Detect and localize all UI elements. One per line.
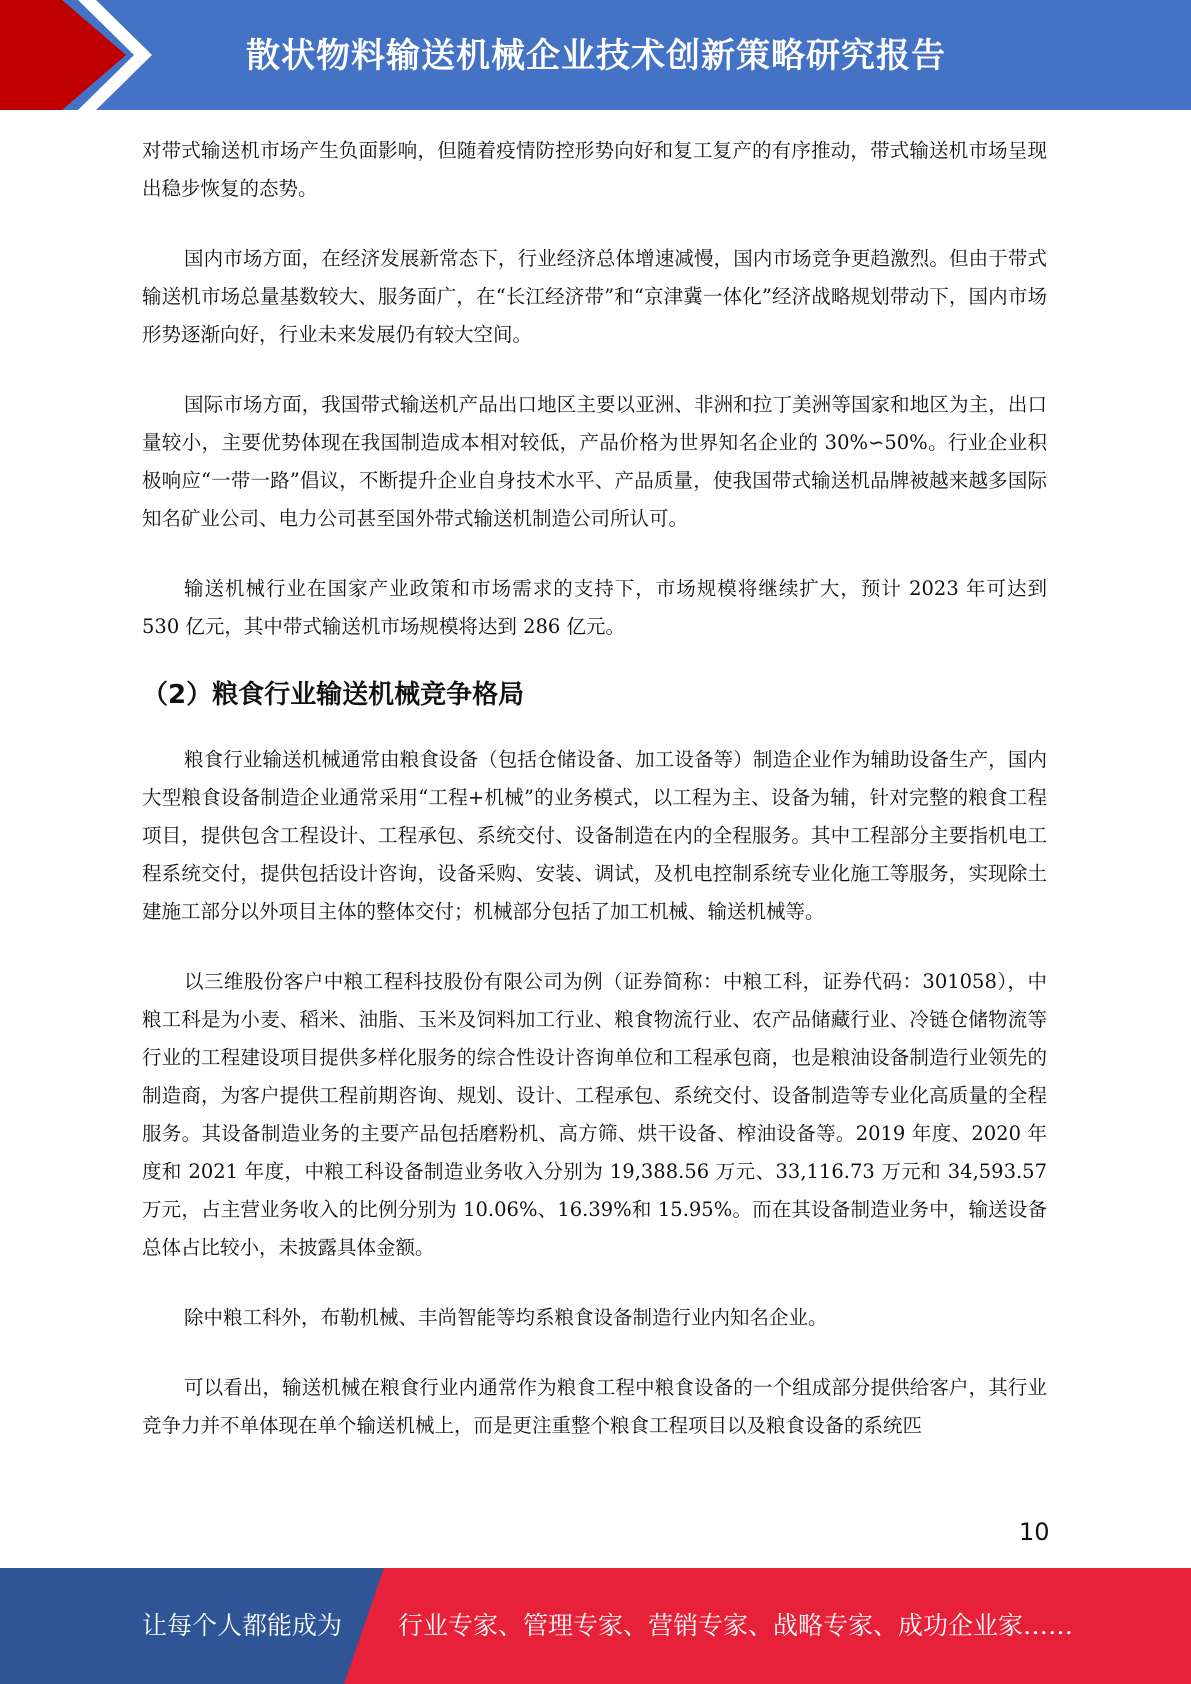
paragraph-cofco-example: 以三维股份客户中粮工程科技股份有限公司为例（证券简称：中粮工科，证券代码：301058），中粮工科是为小麦、稻米、油脂、玉米及饲料加工行业、粮食物流行业、农产品储藏行业、冷链仓储物流等行业的工程建设项目提供多样化服务的综合性设计咨询单位和工程承包商，也是粮油设备制造行业领先的制造商，为客户提供工程前期咨询、规划、设计、工程承包、系统交付、设备制造等专业化高质量的全程服务。其设备制造业务的主要产品包括磨粉机、高方筛、烘干设备、榨油设备等。2019 年度、2020 年度和 2021 年度，中粮工科设备制造业务收入分别为 19,388.56 万元、33,116.73 万元和 34,593.57 万元，占主营业务收入的比例分别为 10.06%、16.39%和 15.95%。而在其设备制造业务中，输送设备总体占比较小，未披露具体金额。	[142, 970, 1047, 1259]
document-body	[142, 132, 1047, 1445]
paragraph-market-scale: 输送机械行业在国家产业政策和市场需求的支持下，市场规模将继续扩大，预计 2023 年可达到 530 亿元，其中带式输送机市场规模将达到 286 亿元。	[142, 577, 1047, 638]
paragraph-other-companies: 除中粮工科外，布勒机械、丰尚智能等均系粮食设备制造行业内知名企业。	[184, 1306, 828, 1329]
footer-slogan-left: 让每个人都能成为	[142, 1611, 343, 1640]
paragraph-grain-machinery: 粮食行业输送机械通常由粮食设备（包括仓储设备、加工设备等）制造企业作为辅助设备生产，国内大型粮食设备制造企业通常采用“工程+机械”的业务模式，以工程为主、设备为辅，针对完整的粮食工程项目，提供包含工程设计、工程承包、系统交付、设备制造在内的全程服务。其中工程部分主要指机电工程系统交付，提供包括设计咨询，设备采购、安装、调试，及机电控制系统专业化施工等服务，实现除土建施工部分以外项目主体的整体交付；机械部分包括了加工机械、输送机械等。	[142, 748, 1047, 923]
page-number: 10	[1019, 1518, 1050, 1546]
paragraph-conclusion: 可以看出，输送机械在粮食行业内通常作为粮食工程中粮食设备的一个组成部分提供给客户，其行业竞争力并不单体现在单个输送机械上，而是更注重整个粮食工程项目以及粮食设备的系统匹	[142, 1376, 1047, 1437]
paragraph-domestic-market: 国内市场方面，在经济发展新常态下，行业经济总体增速减慢，国内市场竞争更趋激烈。但由于带式输送机市场总量基数较大、服务面广，在“长江经济带”和“京津冀一体化”经济战略规划带动下，国内市场形势逐渐向好，行业未来发展仍有较大空间。	[142, 247, 1047, 346]
footer-slogan-right: 行业专家、管理专家、营销专家、战略专家、成功企业家……	[398, 1611, 1074, 1640]
section-heading: （2）粮食行业输送机械竞争格局	[142, 680, 525, 710]
header-title: 散状物料输送机械企业技术创新策略研究报告	[246, 36, 946, 76]
page-header	[0, 0, 1191, 110]
paragraph-continued: 对带式输送机市场产生负面影响，但随着疫情防控形势向好和复工复产的有序推动，带式输送机市场呈现出稳步恢复的态势。	[142, 139, 1047, 200]
page-footer	[0, 1568, 1191, 1684]
paragraph-international-market: 国际市场方面，我国带式输送机产品出口地区主要以亚洲、非洲和拉丁美洲等国家和地区为主，出口量较小，主要优势体现在我国制造成本相对较低，产品价格为世界知名企业的 30%∽50%。行业企业积极响应“一带一路”倡议，不断提升企业自身技术水平、产品质量，使我国带式输送机品牌被越来越多国际知名矿业公司、电力公司甚至国外带式输送机制造公司所认可。	[142, 393, 1047, 530]
